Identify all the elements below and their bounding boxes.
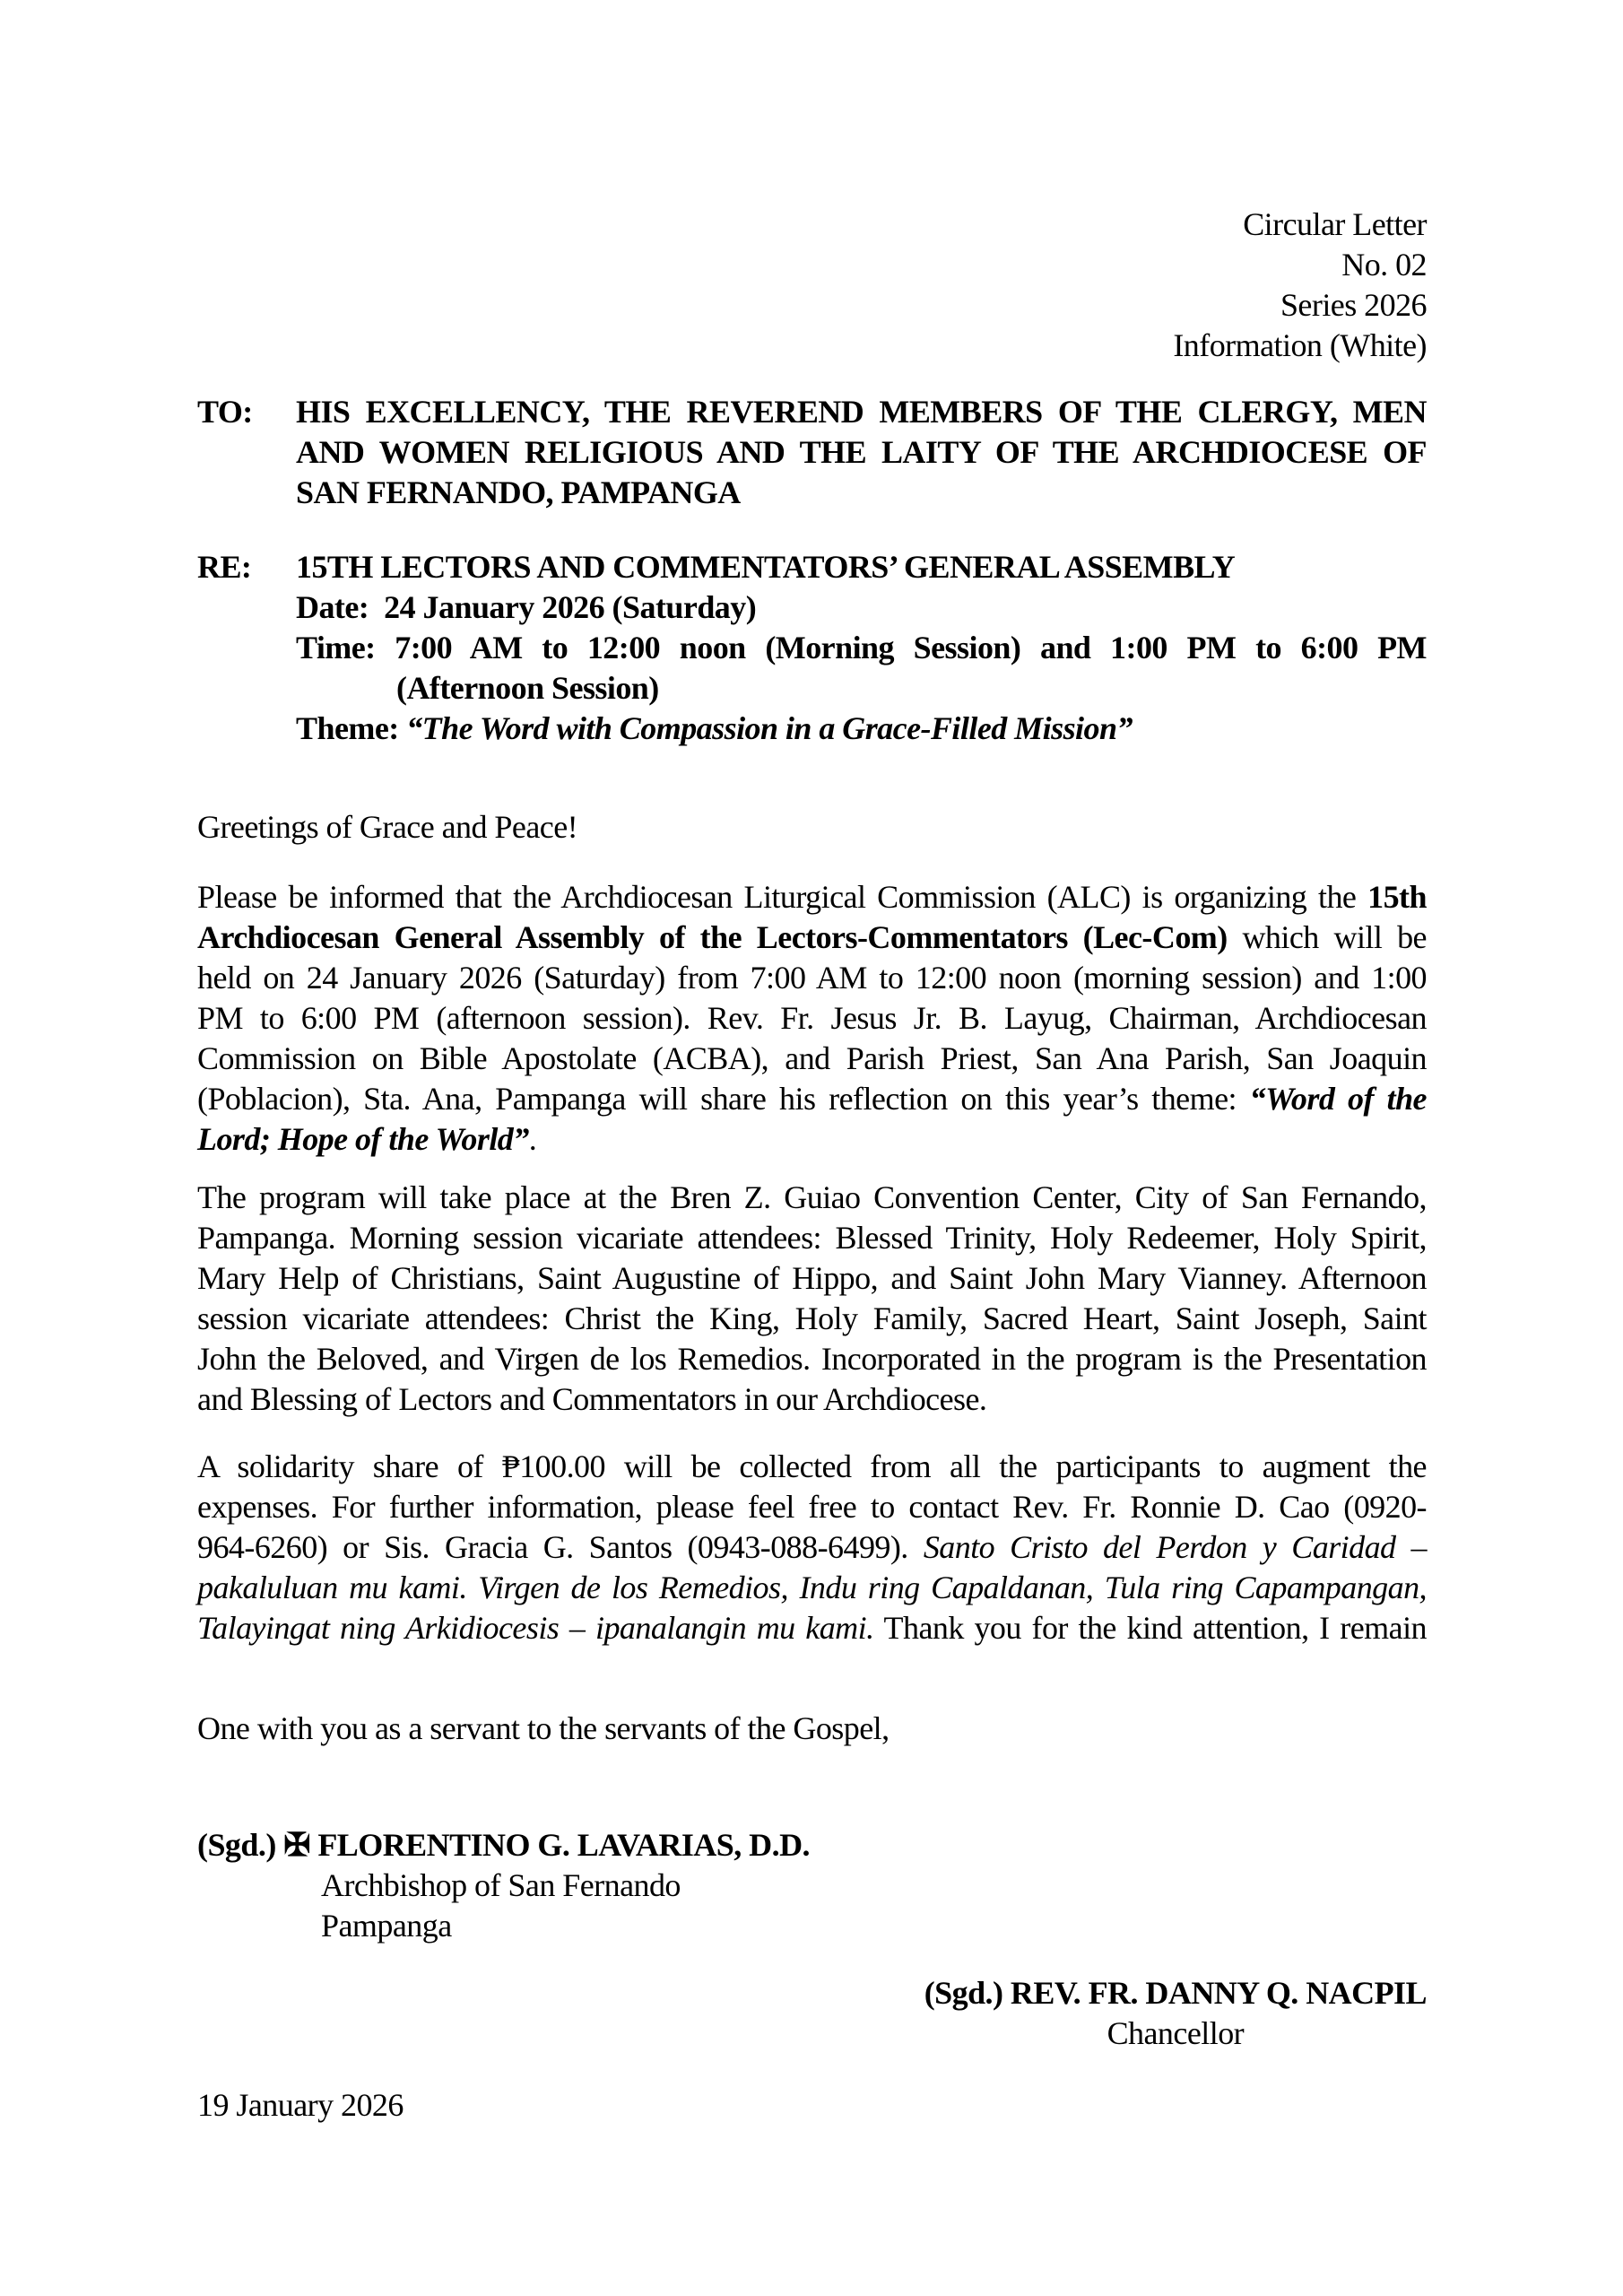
- text-line: [321, 1866, 1427, 1906]
- text-segment: (Poblacion), Sta. Ana, Pampanga will share his reflection on this year’s theme:: [197, 1081, 1250, 1117]
- closing-paragraph: [197, 1709, 1427, 1749]
- re-label: RE:: [197, 549, 252, 585]
- text-segment: Time: 7:00 AM to 12:00 noon (Morning Session) and 1:00 PM to 6:00 PM: [296, 630, 1427, 665]
- text-segment: Pampanga: [321, 1908, 452, 1944]
- text-segment: Date: 24 January 2026 (Saturday): [296, 589, 757, 625]
- text-line: [296, 547, 1427, 587]
- text-line: [197, 1178, 1427, 1218]
- text-segment: 15th: [1367, 879, 1427, 915]
- text-segment: HIS EXCELLENCY, THE REVEREND MEMBERS OF THE CLERGY, MEN: [296, 394, 1427, 430]
- text-line: [197, 204, 1427, 245]
- text-line: [197, 1119, 1427, 1160]
- text-segment: The program will take place at the Bren Z. Guiao Convention Center, City of San Fernando,: [197, 1179, 1427, 1215]
- text-line: [197, 1527, 1427, 1568]
- text-line: [197, 1258, 1427, 1299]
- text-line: [197, 807, 1427, 848]
- text-segment: A solidarity share of ₱100.00 will be collected from all the participants to augment the: [197, 1448, 1427, 1484]
- text-line: [296, 473, 1427, 513]
- text-segment: No. 02: [1341, 247, 1427, 283]
- text-segment: Greetings of Grace and Peace!: [197, 809, 578, 845]
- text-segment: Mary Help of Christians, Saint Augustine of Hippo, and Saint John Mary Vianney. Afternoon: [197, 1260, 1427, 1296]
- text-segment: 15TH LECTORS AND COMMENTATORS’ GENERAL ASSEMBLY: [296, 549, 1236, 585]
- text-segment: Santo Cristo del Perdon y Caridad –: [923, 1529, 1428, 1565]
- text-segment: Please be informed that the Archdiocesan Liturgical Commission (ALC) is organizing the: [197, 879, 1368, 915]
- text-segment: PM to 6:00 PM (afternoon session). Rev. Fr. Jesus Jr. B. Layug, Chairman, Archdiocesan: [197, 1000, 1427, 1036]
- text-line: [197, 1379, 1427, 1420]
- text-line: [197, 1039, 1427, 1079]
- text-segment: Information (White): [1173, 327, 1427, 363]
- re-content: [197, 547, 1427, 749]
- to-content: [197, 392, 1427, 513]
- text-segment: John the Beloved, and Virgen de los Remedios. Incorporated in the program is the Presentation: [197, 1341, 1427, 1377]
- text-line: [296, 432, 1427, 473]
- text-segment: pakaluluan mu kami. Virgen de los Remedios, Indu ring Capaldanan, Tula ring Capampangan,: [197, 1570, 1427, 1605]
- text-line: [296, 392, 1427, 432]
- text-segment: Commission on Bible Apostolate (ACBA), and Parish Priest, San Ana Parish, San Joaquin: [197, 1040, 1427, 1076]
- archbishop-signature-block: [197, 1825, 1427, 1946]
- text-segment: .: [528, 1121, 537, 1157]
- to-block: [197, 392, 1427, 513]
- text-segment: which will be: [1227, 919, 1427, 955]
- text-line: [197, 1079, 1427, 1119]
- text-segment: (Sgd.): [197, 1827, 284, 1863]
- archbishop-signature-line: [197, 1825, 1427, 1866]
- text-segment: SAN FERNANDO, PAMPANGA: [296, 474, 741, 510]
- text-segment: Pampanga. Morning session vicariate attendees: Blessed Trinity, Holy Redeemer, Holy Spirit,: [197, 1220, 1427, 1256]
- text-segment: (Afternoon Session): [396, 670, 659, 706]
- chancellor-signature-block: [924, 1973, 1427, 2054]
- text-line: [197, 1447, 1427, 1487]
- text-line: [197, 1299, 1427, 1339]
- text-line: [197, 1608, 1427, 1648]
- text-line: [396, 668, 1427, 709]
- text-segment: (Sgd.) REV. FR. DANNY Q. NACPIL: [924, 1975, 1427, 2011]
- text-segment: Archdiocesan General Assembly of the Lectors-Commentators (Lec-Com): [197, 919, 1228, 955]
- text-segment: Lord; Hope of the World”: [197, 1121, 529, 1157]
- text-segment: Thank you for the kind attention, I remain: [873, 1610, 1427, 1646]
- text-segment: Talayingat ning Arkidiocesis – ipanalangin mu kami.: [197, 1610, 874, 1646]
- text-line: [197, 958, 1427, 998]
- text-line: [197, 1339, 1427, 1379]
- text-line: [197, 1568, 1427, 1608]
- text-line: [197, 1709, 1427, 1749]
- reference-block: [197, 204, 1427, 366]
- date-line: 19 January 2026: [197, 2087, 404, 2123]
- text-segment: held on 24 January 2026 (Saturday) from 7:00 AM to 12:00 noon (morning session) and 1:00: [197, 960, 1427, 996]
- text-line: [924, 2013, 1427, 2054]
- text-segment: One with you as a servant to the servants of the Gospel,: [197, 1710, 890, 1746]
- text-line: [197, 1218, 1427, 1258]
- text-line: [197, 1487, 1427, 1527]
- text-segment: Series 2026: [1280, 287, 1427, 323]
- text-segment: AND WOMEN RELIGIOUS AND THE LAITY OF THE ARCHDIOCESE OF: [296, 434, 1427, 470]
- text-segment: expenses. For further information, please feel free to contact Rev. Fr. Ronnie D. Cao (0920-: [197, 1489, 1427, 1525]
- text-line: [197, 877, 1427, 918]
- text-segment: 964-6260) or Sis. Gracia G. Santos (0943-088-6499).: [197, 1529, 924, 1565]
- greeting-paragraph: [197, 807, 1427, 848]
- text-segment: Chancellor: [1107, 2015, 1245, 2051]
- text-line: [296, 628, 1427, 668]
- text-line: [296, 709, 1427, 749]
- text-line: [197, 285, 1427, 326]
- text-segment: Archbishop of San Fernando: [321, 1867, 681, 1903]
- text-segment: “Word of the: [1249, 1081, 1427, 1117]
- text-segment: and Blessing of Lectors and Commentators in our Archdiocese.: [197, 1381, 987, 1417]
- chancellor-signature-line: [924, 1973, 1427, 2013]
- text-line: [321, 1906, 1427, 1946]
- text-segment: Theme:: [296, 710, 407, 746]
- body-paragraph-1: [197, 877, 1427, 1160]
- body-paragraph-2: [197, 1178, 1427, 1420]
- text-segment: session vicariate attendees: Christ the King, Holy Family, Sacred Heart, Saint Joseph, Saint: [197, 1300, 1427, 1336]
- text-line: [197, 918, 1427, 958]
- text-segment: FLORENTINO G. LAVARIAS, D.D.: [309, 1827, 810, 1863]
- episcopal-cross-icon: ✠: [283, 1827, 310, 1863]
- re-block: [197, 547, 1427, 749]
- text-line: [197, 326, 1427, 366]
- text-segment: “The Word with Compassion in a Grace-Filled Mission”: [406, 710, 1133, 746]
- text-line: [197, 998, 1427, 1039]
- text-line: [296, 587, 1427, 628]
- to-label: TO:: [197, 394, 253, 430]
- body-paragraph-3: [197, 1447, 1427, 1648]
- text-line: [197, 245, 1427, 285]
- text-segment: Circular Letter: [1243, 206, 1427, 242]
- letter-body: [197, 204, 1427, 2126]
- date-block: [197, 2085, 1427, 2126]
